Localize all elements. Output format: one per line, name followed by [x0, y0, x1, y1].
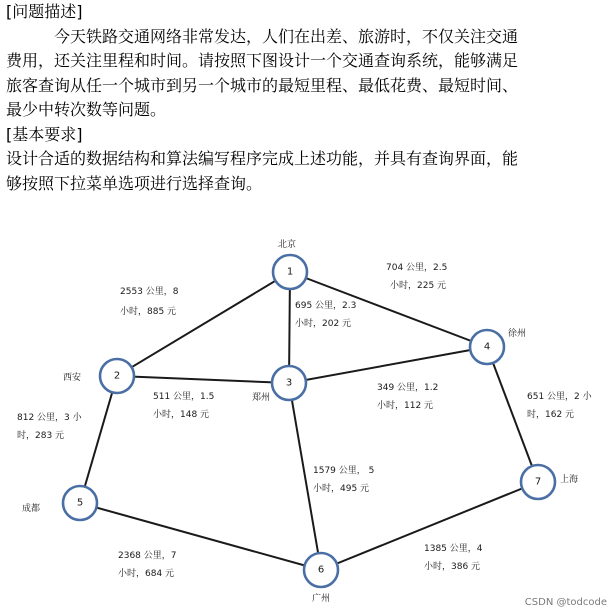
edge-label-3-4-line-2: 小时，112 元: [377, 401, 434, 411]
edge-5-6: [80, 503, 321, 570]
node-2-id: 2: [113, 370, 121, 382]
city-label-7: 上海: [560, 475, 579, 485]
node-6: [304, 553, 338, 587]
problem-text-line-1: 今天铁路交通网络非常发达，人们在出差、旅游时，不仅关注交通: [54, 26, 519, 46]
node-5-id: 5: [76, 497, 84, 509]
railway-network-diagram: [0, 228, 615, 614]
city-label-6: 广州: [312, 594, 331, 604]
edge-label-6-7-line-1: 1385 公里，4: [424, 544, 483, 554]
node-7: [521, 465, 555, 499]
requirements-text-line-2: 够按照下拉菜单选项进行选择查询。: [6, 173, 263, 193]
edge-label-3-6-line-1: 1579 公里， 5: [313, 466, 375, 476]
node-4: [470, 330, 504, 364]
problem-text-line-3: 旅客查询从任一个城市到另一个城市的最短里程、最低花费、最短时间、: [6, 75, 519, 95]
problem-document: [6, 0, 611, 196]
node-1-id: 1: [286, 266, 294, 278]
node-3: [272, 366, 306, 400]
edge-label-5-6-line-1: 2368 公里，7: [118, 551, 177, 561]
edge-label-1-4-line-1: 704 公里，2.5: [386, 263, 448, 273]
edge-label-1-2-line-1: 2553 公里，8: [120, 287, 179, 297]
edge-label-1-4-line-2: 小时，225 元: [390, 281, 447, 291]
edge-2-3: [117, 376, 289, 383]
problem-text-line-4: 最少中转次数等问题。: [6, 100, 167, 119]
edge-3-4: [289, 347, 487, 383]
watermark: CSDN @todcode: [524, 597, 607, 608]
problem-text-line-2: 费用，还关注里程和时间。请按照下图设计一个交通查询系统，能够满足: [6, 51, 519, 70]
problem-heading: [问题描述]: [6, 2, 83, 21]
edge-label-2-3-line-1: 511 公里，1.5: [153, 392, 215, 402]
edge-label-4-7-line-2: 时，162 元: [527, 410, 575, 420]
city-label-1: 北京: [278, 240, 297, 250]
requirements-text-line-1: 设计合适的数据结构和算法编写程序完成上述功能，并具有查询界面，能: [6, 149, 519, 168]
edge-label-4-7-line-1: 651 公里，2 小: [527, 392, 592, 402]
city-label-5: 成都: [22, 504, 41, 514]
edge-label-6-7-line-2: 小时，386 元: [424, 562, 481, 572]
node-2: [100, 359, 134, 393]
node-6-id: 6: [317, 564, 325, 576]
edge-label-1-3-line-1: 695 公里，2.3: [295, 301, 357, 311]
edge-label-3-6-line-2: 小时，495 元: [313, 484, 370, 494]
edge-label-5-6-line-2: 小时，684 元: [118, 569, 175, 579]
requirements-heading: [基本要求]: [6, 124, 83, 144]
edge-label-1-3-line-2: 小时，202 元: [295, 319, 352, 329]
city-label-4: 徐州: [508, 329, 527, 339]
edge-label-3-4-line-1: 349 公里，1.2: [377, 383, 439, 393]
node-5: [63, 486, 97, 520]
edge-2-5: [80, 376, 117, 503]
city-label-2: 西安: [63, 373, 82, 383]
node-7-id: 7: [534, 476, 542, 488]
edge-label-2-3-line-2: 小时，148 元: [153, 410, 210, 420]
node-1: [273, 255, 307, 289]
edge-label-1-2-line-2: 小时，885 元: [120, 307, 177, 317]
node-4-id: 4: [483, 341, 491, 353]
edge-label-2-5-line-1: 812 公里，3 小: [17, 413, 82, 423]
edge-6-7: [321, 482, 538, 570]
city-label-3: 郑州: [252, 393, 271, 403]
edge-3-6: [289, 383, 321, 570]
node-3-id: 3: [285, 377, 293, 389]
edge-label-2-5-line-2: 时，283 元: [17, 431, 65, 441]
